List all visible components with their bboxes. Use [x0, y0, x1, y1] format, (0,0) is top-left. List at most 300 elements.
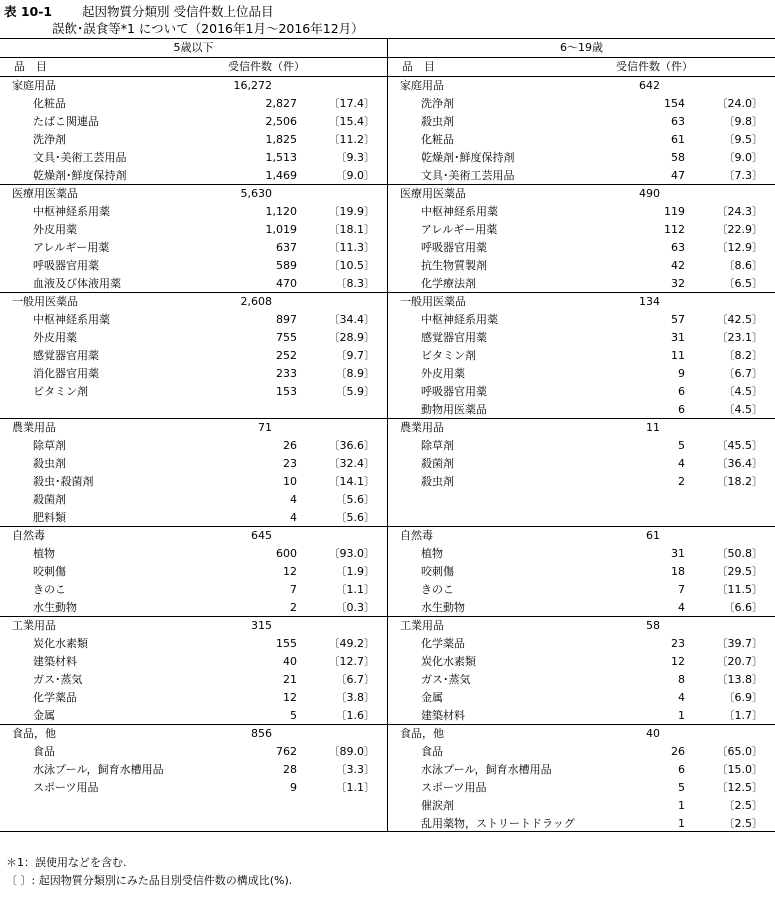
category-section [388, 419, 775, 527]
category-name: 一般用医薬品 [400, 295, 466, 308]
sections-right [388, 77, 775, 833]
category-total: 315 [251, 619, 272, 632]
column-header-right [388, 58, 775, 77]
column-header-left [0, 58, 387, 77]
item-row [388, 365, 775, 383]
category-section [388, 77, 775, 185]
item-ratio: 〔1.1〕 [335, 781, 375, 794]
category-total: 11 [646, 421, 660, 434]
category-section [388, 185, 775, 293]
item-row [388, 635, 775, 653]
category-section [0, 185, 387, 293]
item-name: スポーツ用品 [33, 781, 99, 794]
item-ratio: 〔4.5〕 [723, 403, 763, 416]
item-count: 1 [678, 709, 685, 722]
category-name: 家庭用品 [12, 79, 56, 92]
item-name: 植物 [421, 547, 443, 560]
item-name: 食品 [33, 745, 55, 758]
item-row [388, 797, 775, 815]
item-count: 61 [671, 133, 685, 146]
item-row [0, 653, 387, 671]
item-ratio: 〔2.5〕 [723, 799, 763, 812]
item-name: 炭化水素類 [33, 637, 88, 650]
item-row [388, 329, 775, 347]
item-name: 血液及び体液用薬 [33, 277, 121, 290]
item-count: 155 [276, 637, 297, 650]
category-row [0, 419, 387, 437]
right-column [388, 39, 775, 831]
item-row [0, 491, 387, 509]
category-name: 自然毒 [12, 529, 45, 542]
item-row [0, 149, 387, 167]
item-count: 233 [276, 367, 297, 380]
item-count: 8 [678, 673, 685, 686]
item-ratio: 〔17.4〕 [328, 97, 375, 110]
item-row [388, 221, 775, 239]
item-name: 感覚器官用薬 [33, 349, 99, 362]
item-ratio: 〔0.3〕 [335, 601, 375, 614]
item-row [0, 221, 387, 239]
category-row [388, 527, 775, 545]
item-count: 31 [671, 547, 685, 560]
item-name: きのこ [33, 583, 66, 596]
item-ratio: 〔18.1〕 [328, 223, 375, 236]
category-name: 農業用品 [12, 421, 56, 434]
item-row [388, 599, 775, 617]
category-total: 61 [646, 529, 660, 542]
item-name: 抗生物質製剤 [421, 259, 487, 272]
item-count: 9 [290, 781, 297, 794]
item-count: 9 [678, 367, 685, 380]
item-ratio: 〔4.5〕 [723, 385, 763, 398]
item-row [388, 131, 775, 149]
item-ratio: 〔6.7〕 [335, 673, 375, 686]
item-count: 23 [671, 637, 685, 650]
item-header: 品 目 [14, 60, 47, 73]
item-count: 2,506 [265, 115, 297, 128]
category-name: 工業用品 [400, 619, 444, 632]
item-ratio: 〔5.9〕 [335, 385, 375, 398]
item-ratio: 〔12.9〕 [716, 241, 763, 254]
category-row [0, 185, 387, 203]
item-row [388, 581, 775, 599]
category-name: 農業用品 [400, 421, 444, 434]
item-name: 文具･美術工芸用品 [421, 169, 515, 182]
table-caption [4, 3, 764, 37]
item-name: きのこ [421, 583, 454, 596]
item-name: 文具･美術工芸用品 [33, 151, 127, 164]
item-header: 品 目 [402, 60, 435, 73]
item-ratio: 〔24.0〕 [716, 97, 763, 110]
item-name: 洗浄剤 [421, 97, 454, 110]
category-total: 58 [646, 619, 660, 632]
item-row [0, 563, 387, 581]
item-row [388, 167, 775, 185]
item-ratio: 〔18.2〕 [716, 475, 763, 488]
category-section [388, 293, 775, 419]
item-ratio: 〔20.7〕 [716, 655, 763, 668]
item-row [388, 455, 775, 473]
item-count: 470 [276, 277, 297, 290]
item-row [0, 275, 387, 293]
item-row [0, 581, 387, 599]
item-row [0, 545, 387, 563]
item-name: 金属 [421, 691, 443, 704]
item-name: 中枢神経系用薬 [33, 313, 110, 326]
footnotes [6, 854, 766, 890]
item-ratio: 〔12.5〕 [716, 781, 763, 794]
item-ratio: 〔11.2〕 [328, 133, 375, 146]
item-name: 化粧品 [33, 97, 66, 110]
item-ratio: 〔34.4〕 [328, 313, 375, 326]
item-ratio: 〔9.7〕 [335, 349, 375, 362]
item-row [388, 257, 775, 275]
item-ratio: 〔32.4〕 [328, 457, 375, 470]
item-row [0, 473, 387, 491]
category-name: 工業用品 [12, 619, 56, 632]
item-count: 1,019 [265, 223, 297, 236]
item-row [0, 113, 387, 131]
item-count: 4 [678, 691, 685, 704]
item-name: スポーツ用品 [421, 781, 487, 794]
sections-left [0, 77, 387, 797]
item-count: 119 [664, 205, 685, 218]
item-ratio: 〔28.9〕 [328, 331, 375, 344]
item-name: 除草剤 [421, 439, 454, 452]
category-section [388, 725, 775, 833]
item-row [0, 383, 387, 401]
category-row [0, 293, 387, 311]
item-ratio: 〔22.9〕 [716, 223, 763, 236]
item-name: 咬刺傷 [33, 565, 66, 578]
item-row [388, 473, 775, 491]
item-count: 4 [678, 457, 685, 470]
item-count: 57 [671, 313, 685, 326]
item-ratio: 〔9.5〕 [723, 133, 763, 146]
item-ratio: 〔13.8〕 [716, 673, 763, 686]
item-count: 28 [283, 763, 297, 776]
item-ratio: 〔8.3〕 [335, 277, 375, 290]
item-row [0, 347, 387, 365]
table-label: 表 10-1 [4, 4, 53, 19]
category-row [388, 293, 775, 311]
item-name: 化学薬品 [421, 637, 465, 650]
item-ratio: 〔9.8〕 [723, 115, 763, 128]
item-count: 32 [671, 277, 685, 290]
item-ratio: 〔65.0〕 [716, 745, 763, 758]
item-name: アレルギー用薬 [421, 223, 498, 236]
item-count: 4 [678, 601, 685, 614]
item-name: 乱用薬物，ストリートドラッグ [421, 817, 575, 830]
item-count: 2 [678, 475, 685, 488]
item-count: 1 [678, 799, 685, 812]
item-row [388, 275, 775, 293]
item-ratio: 〔50.8〕 [716, 547, 763, 560]
item-ratio: 〔42.5〕 [716, 313, 763, 326]
item-name: 水生動物 [33, 601, 77, 614]
category-section [0, 725, 387, 797]
item-row [388, 437, 775, 455]
item-row [388, 563, 775, 581]
item-row [388, 815, 775, 833]
category-section [388, 617, 775, 725]
item-row [388, 203, 775, 221]
category-total: 134 [639, 295, 660, 308]
item-name: 殺菌剤 [33, 493, 66, 506]
item-name: 感覚器官用薬 [421, 331, 487, 344]
item-row [388, 689, 775, 707]
item-ratio: 〔5.6〕 [335, 493, 375, 506]
item-name: 殺虫･殺菌剤 [33, 475, 94, 488]
item-row [0, 779, 387, 797]
item-ratio: 〔45.5〕 [716, 439, 763, 452]
item-count: 1,120 [265, 205, 297, 218]
item-name: ガス･蒸気 [421, 673, 471, 686]
item-name: アレルギー用薬 [33, 241, 110, 254]
item-count: 762 [276, 745, 297, 758]
item-count: 5 [290, 709, 297, 722]
item-count: 40 [283, 655, 297, 668]
item-name: 植物 [33, 547, 55, 560]
item-count: 12 [283, 565, 297, 578]
item-name: 中枢神経系用薬 [33, 205, 110, 218]
item-name: 外皮用薬 [421, 367, 465, 380]
item-count: 1 [678, 817, 685, 830]
item-row [0, 311, 387, 329]
item-ratio: 〔19.9〕 [328, 205, 375, 218]
item-ratio: 〔10.5〕 [328, 259, 375, 272]
item-ratio: 〔1.1〕 [335, 583, 375, 596]
item-name: 金属 [33, 709, 55, 722]
item-name: 乾燥剤･鮮度保持剤 [33, 169, 127, 182]
category-total: 71 [258, 421, 272, 434]
item-count: 6 [678, 763, 685, 776]
item-ratio: 〔93.0〕 [328, 547, 375, 560]
item-ratio: 〔11.3〕 [328, 241, 375, 254]
item-row [0, 743, 387, 761]
table-title: 起因物質分類別 受信件数上位品目 [82, 4, 274, 19]
item-ratio: 〔8.2〕 [723, 349, 763, 362]
item-count: 897 [276, 313, 297, 326]
item-ratio: 〔5.6〕 [335, 511, 375, 524]
item-ratio: 〔36.6〕 [328, 439, 375, 452]
item-count: 23 [283, 457, 297, 470]
item-row [0, 329, 387, 347]
category-total: 5,630 [240, 187, 272, 200]
item-name: ビタミン剤 [33, 385, 88, 398]
item-ratio: 〔6.9〕 [723, 691, 763, 704]
item-name: 動物用医薬品 [421, 403, 487, 416]
item-count: 42 [671, 259, 685, 272]
category-row [388, 77, 775, 95]
item-ratio: 〔23.1〕 [716, 331, 763, 344]
item-name: 呼吸器官用薬 [421, 385, 487, 398]
item-row [0, 707, 387, 725]
left-column [0, 39, 387, 831]
count-header: 受信件数（件） [228, 60, 305, 73]
item-count: 10 [283, 475, 297, 488]
category-row [388, 617, 775, 635]
item-row [388, 311, 775, 329]
item-ratio: 〔9.0〕 [335, 169, 375, 182]
item-name: 咬刺傷 [421, 565, 454, 578]
item-name: 洗浄剤 [33, 133, 66, 146]
category-total: 642 [639, 79, 660, 92]
item-row [0, 365, 387, 383]
item-row [388, 707, 775, 725]
item-ratio: 〔1.7〕 [723, 709, 763, 722]
item-count: 58 [671, 151, 685, 164]
item-name: 殺虫剤 [421, 115, 454, 128]
item-count: 5 [678, 781, 685, 794]
item-row [388, 545, 775, 563]
item-row [0, 95, 387, 113]
item-ratio: 〔39.7〕 [716, 637, 763, 650]
item-row [388, 671, 775, 689]
item-ratio: 〔1.9〕 [335, 565, 375, 578]
item-count: 154 [664, 97, 685, 110]
title-row [4, 3, 764, 20]
item-count: 1,513 [265, 151, 297, 164]
item-name: ガス･蒸気 [33, 673, 83, 686]
item-ratio: 〔24.3〕 [716, 205, 763, 218]
item-row [388, 779, 775, 797]
item-count: 11 [671, 349, 685, 362]
item-ratio: 〔89.0〕 [328, 745, 375, 758]
item-ratio: 〔8.9〕 [335, 367, 375, 380]
item-row [388, 743, 775, 761]
item-count: 600 [276, 547, 297, 560]
category-total: 645 [251, 529, 272, 542]
item-name: 呼吸器官用薬 [421, 241, 487, 254]
item-count: 6 [678, 403, 685, 416]
item-ratio: 〔2.5〕 [723, 817, 763, 830]
item-count: 252 [276, 349, 297, 362]
item-count: 26 [283, 439, 297, 452]
item-count: 4 [290, 511, 297, 524]
item-name: 殺虫剤 [421, 475, 454, 488]
item-row [0, 761, 387, 779]
item-count: 31 [671, 331, 685, 344]
item-row [388, 401, 775, 419]
item-count: 12 [671, 655, 685, 668]
item-count: 4 [290, 493, 297, 506]
item-name: 化学薬品 [33, 691, 77, 704]
item-count: 63 [671, 241, 685, 254]
category-section [0, 527, 387, 617]
item-count: 63 [671, 115, 685, 128]
item-ratio: 〔6.6〕 [723, 601, 763, 614]
item-row [0, 509, 387, 527]
item-row [0, 131, 387, 149]
category-row [0, 77, 387, 95]
item-row [0, 257, 387, 275]
item-name: 水泳プール，飼育水槽用品 [421, 763, 552, 776]
item-ratio: 〔1.6〕 [335, 709, 375, 722]
item-name: 水生動物 [421, 601, 465, 614]
item-row [388, 239, 775, 257]
category-row [388, 725, 775, 743]
item-row [388, 347, 775, 365]
category-name: 自然毒 [400, 529, 433, 542]
item-name: 中枢神経系用薬 [421, 205, 498, 218]
item-count: 26 [671, 745, 685, 758]
item-name: 肥料類 [33, 511, 66, 524]
item-ratio: 〔15.0〕 [716, 763, 763, 776]
item-ratio: 〔8.6〕 [723, 259, 763, 272]
item-count: 589 [276, 259, 297, 272]
item-name: 外皮用薬 [33, 331, 77, 344]
category-total: 16,272 [233, 79, 272, 92]
group-header-left: 5歳以下 [0, 39, 387, 58]
footnote-2: 〔 〕: 起因物質分類別にみた品目別受信件数の構成比(%). [6, 874, 293, 887]
item-name: 食品 [421, 745, 443, 758]
item-ratio: 〔7.3〕 [723, 169, 763, 182]
category-name: 食品，他 [400, 727, 444, 740]
item-name: 化学療法剤 [421, 277, 476, 290]
footnote-1: ＊1：誤使用などを含む. [6, 856, 127, 869]
category-section [0, 77, 387, 185]
item-row [388, 149, 775, 167]
item-ratio: 〔15.4〕 [328, 115, 375, 128]
item-row [0, 689, 387, 707]
item-count: 18 [671, 565, 685, 578]
item-count: 1,825 [265, 133, 297, 146]
item-ratio: 〔11.5〕 [716, 583, 763, 596]
item-count: 21 [283, 673, 297, 686]
item-row [0, 437, 387, 455]
item-ratio: 〔3.8〕 [335, 691, 375, 704]
count-header: 受信件数（件） [616, 60, 693, 73]
item-count: 112 [664, 223, 685, 236]
item-name: 殺菌剤 [421, 457, 454, 470]
table-subtitle: 誤飲･誤食等*1 について（2016年1月～2016年12月） [52, 21, 364, 36]
item-ratio: 〔12.7〕 [328, 655, 375, 668]
item-row [388, 653, 775, 671]
category-row [388, 419, 775, 437]
item-name: 消化器官用薬 [33, 367, 99, 380]
item-count: 6 [678, 385, 685, 398]
item-name: 炭化水素類 [421, 655, 476, 668]
item-name: 中枢神経系用薬 [421, 313, 498, 326]
item-name: 催涙剤 [421, 799, 454, 812]
item-row [0, 239, 387, 257]
item-count: 2,827 [265, 97, 297, 110]
item-row [0, 167, 387, 185]
item-row [0, 599, 387, 617]
item-row [388, 383, 775, 401]
item-ratio: 〔6.5〕 [723, 277, 763, 290]
item-ratio: 〔9.3〕 [335, 151, 375, 164]
category-name: 医療用医薬品 [400, 187, 466, 200]
item-row [0, 671, 387, 689]
item-name: ビタミン剤 [421, 349, 476, 362]
item-name: 建築材料 [421, 709, 465, 722]
item-name: 呼吸器官用薬 [33, 259, 99, 272]
item-name: 水泳プール，飼育水槽用品 [33, 763, 164, 776]
category-section [0, 617, 387, 725]
category-total: 40 [646, 727, 660, 740]
item-count: 7 [678, 583, 685, 596]
item-count: 12 [283, 691, 297, 704]
category-row [0, 617, 387, 635]
item-name: 除草剤 [33, 439, 66, 452]
item-ratio: 〔29.5〕 [716, 565, 763, 578]
data-table [0, 38, 775, 832]
item-count: 2 [290, 601, 297, 614]
item-count: 755 [276, 331, 297, 344]
item-count: 47 [671, 169, 685, 182]
